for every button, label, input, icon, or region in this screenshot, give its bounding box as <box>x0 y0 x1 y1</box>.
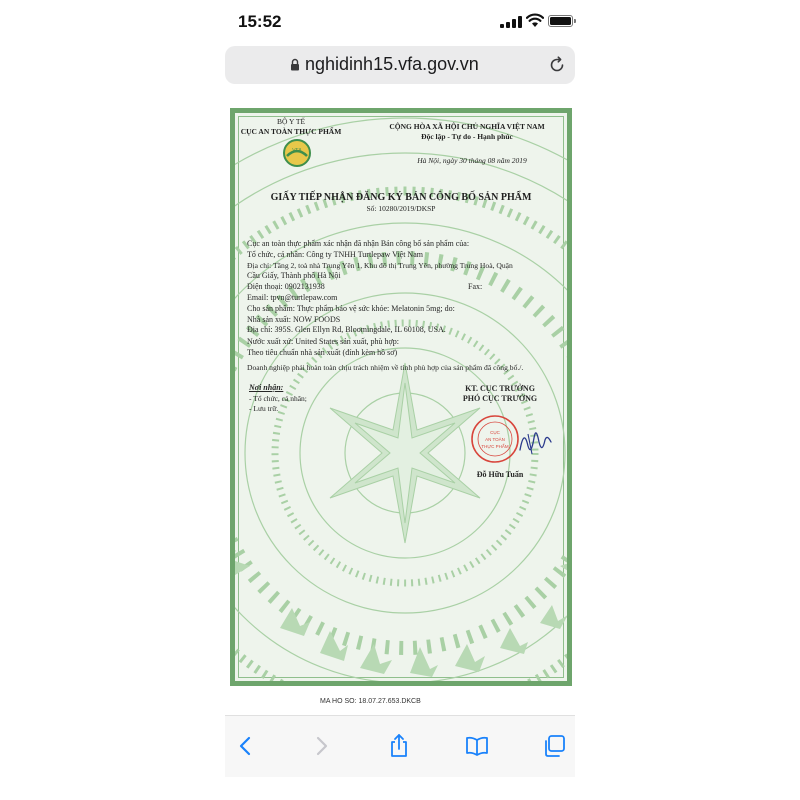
issue-date: Hà Nội, ngày 30 tháng 08 năm 2019 <box>417 156 527 165</box>
tabs-icon[interactable] <box>541 733 567 759</box>
agency-logo <box>282 138 312 168</box>
svg-text:AN TOÀN: AN TOÀN <box>485 437 505 442</box>
republic-name: CỘNG HÒA XÃ HỘI CHỦ NGHĨA VIỆT NAM <box>389 122 545 131</box>
ministry-name: BỘ Y TẾ <box>276 117 306 126</box>
battery-icon <box>548 15 573 27</box>
official-stamp <box>470 414 520 464</box>
svg-text:VFA: VFA <box>292 148 302 154</box>
bookmarks-icon[interactable] <box>464 733 490 759</box>
body-line: Cục an toàn thực phẩm xác nhận đã nhận Bản công bố sản phẩm của: <box>247 239 470 248</box>
national-motto: Độc lập - Tự do - Hạnh phúc <box>421 132 513 141</box>
forward-icon[interactable] <box>308 733 334 759</box>
recipient-item: - Lưu trữ. <box>249 404 279 413</box>
signer-name: Đỗ Hữu Tuấn <box>476 470 524 479</box>
body-line: Doanh nghiệp phải hoàn toàn chịu trách nhiệm về tính phù hợp của sản phẩm đã công bố./. <box>247 363 524 372</box>
body-line: Địa chỉ: Tầng 2, toà nhà Trung Yên 1, Khu đô thị Trung Yên, phường Trung Hoà, Quận <box>247 261 513 270</box>
agency-name: CỤC AN TOÀN THỰC PHẨM <box>240 127 342 136</box>
back-icon[interactable] <box>233 733 259 759</box>
reload-icon[interactable] <box>548 56 566 74</box>
phone-line: Điện thoại: 0902131938 <box>247 282 325 291</box>
status-time: 15:52 <box>238 12 282 31</box>
status-bar <box>0 0 800 40</box>
handwritten-signature <box>516 420 556 460</box>
signer-subtitle: PHÓ CỤC TRƯỞNG <box>462 394 538 403</box>
recipients-heading: Nơi nhận: <box>249 383 284 392</box>
body-line: Nhà sản xuất: NOW FOODS <box>247 315 341 324</box>
fax-line: Fax: <box>468 282 483 291</box>
wifi-icon <box>526 13 544 28</box>
recipient-item: - Tổ chức, cá nhân; <box>249 394 307 403</box>
svg-text:THỰC PHẨM: THỰC PHẨM <box>481 444 509 449</box>
body-line: Địa chỉ: 395S. Glen Ellyn Rd, Bloomingdale, IL 60108, USA. <box>247 325 446 334</box>
share-icon[interactable] <box>386 733 412 759</box>
body-line: Cầu Giấy, Thành phố Hà Nội <box>247 271 341 280</box>
certificate-title: GIẤY TIẾP NHẬN ĐĂNG KÝ BẢN CÔNG BỐ SẢN PHẨM <box>270 192 532 203</box>
certificate-number: Số: 10280/2019/DKSP <box>366 204 436 213</box>
lock-icon <box>290 58 300 71</box>
url-text[interactable]: nghidinh15.vfa.gov.vn <box>305 54 479 74</box>
body-line: Theo tiêu chuẩn nhà sản xuất (đính kèm hồ sơ) <box>247 348 398 357</box>
signer-title: KT. CỤC TRƯỞNG <box>465 384 535 393</box>
svg-text:CỤC: CỤC <box>490 430 500 435</box>
body-line: Nước xuất xứ: United States sản xuất, phù hợp: <box>247 337 399 346</box>
body-line: Email: tpvn@turtlepaw.com <box>247 293 338 302</box>
cellular-signal-icon <box>500 16 522 28</box>
document-code: MA HO SO: 18.07.27.653.DKCB <box>320 698 421 705</box>
body-line: Cho sản phẩm: Thực phẩm bảo vệ sức khỏe: Melatonin 5mg; do: <box>247 304 455 313</box>
body-line: Tổ chức, cá nhân: Công ty TNHH Turtlepaw Việt Nam <box>247 250 423 259</box>
